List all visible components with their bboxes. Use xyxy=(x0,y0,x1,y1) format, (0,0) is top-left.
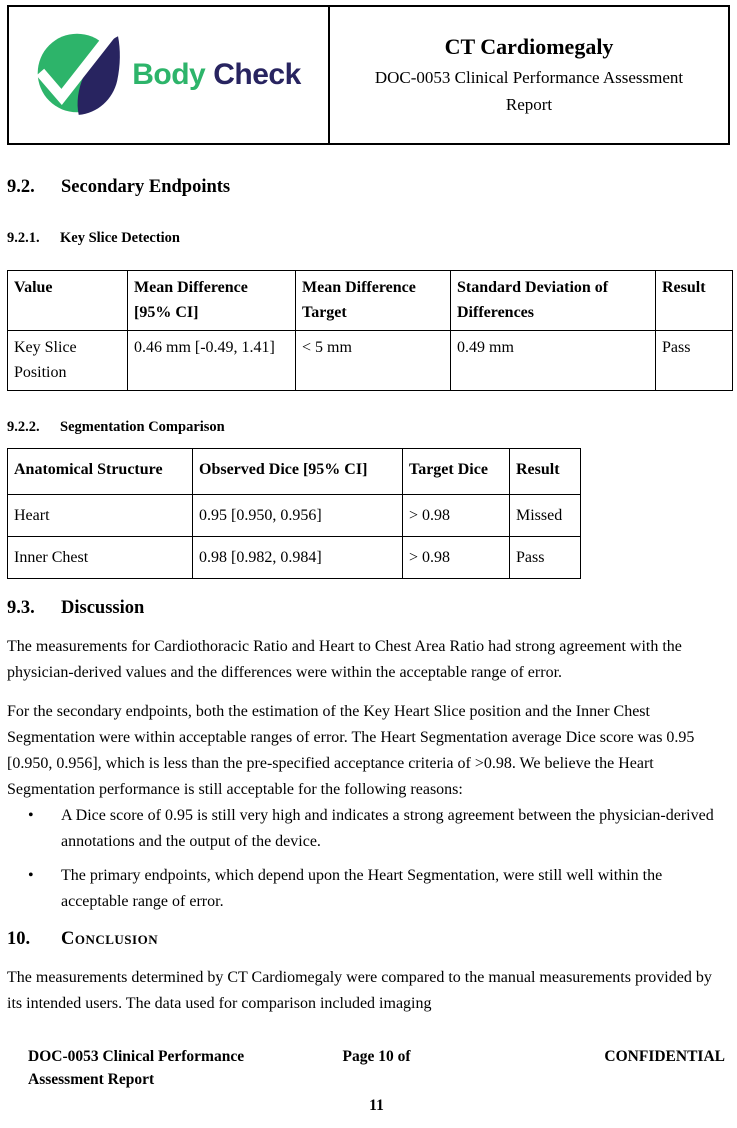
discussion-paragraph-2: For the secondary endpoints, both the estimation of the Key Heart Slice position and the Inner Chest Segmentation were within acceptable ranges of error. The Heart Segmentation average Dice score was 0.95 [0.950, 0.956], which is less than the pre-specified acceptance criteria of >0.98. We believe the Heart Segmentation performance is still acceptable for the following reasons: xyxy=(7,703,695,798)
subsection-number: 9.2.2. xyxy=(7,419,40,435)
report-header xyxy=(7,5,730,145)
subsection-title: Key Slice Detection xyxy=(60,230,180,246)
table-cell: Key Slice Position xyxy=(8,331,128,391)
subsection-heading-segmentation-comparison xyxy=(7,417,730,437)
key-slice-detection-table xyxy=(7,270,733,391)
section-heading-discussion xyxy=(7,596,730,621)
logo-word-check: Check xyxy=(213,58,301,91)
table-cell: > 0.98 xyxy=(403,537,510,579)
table-header-row xyxy=(8,449,581,495)
page-footer xyxy=(28,1045,725,1114)
column-header: Result xyxy=(510,449,581,495)
section-title: Conclusion xyxy=(61,929,159,949)
column-header: Target Dice xyxy=(403,449,510,495)
section-heading-secondary-endpoints xyxy=(7,175,730,200)
table-cell: 0.49 mm xyxy=(451,331,656,391)
subsection-heading-key-slice-detection xyxy=(7,228,730,248)
table-cell: > 0.98 xyxy=(403,495,510,537)
table-cell: < 5 mm xyxy=(296,331,451,391)
table-row xyxy=(8,537,581,579)
section-number: 10. xyxy=(7,929,31,949)
table-cell: Heart xyxy=(8,495,193,537)
conclusion-paragraph: The measurements determined by CT Cardiomegaly were compared to the manual measurements provided by its intended users. The data used for comparison included imaging xyxy=(7,969,712,1012)
logo-wordmark xyxy=(132,58,301,92)
column-header: Observed Dice [95% CI] xyxy=(193,449,403,495)
section-title: Discussion xyxy=(61,598,145,618)
table-cell: 0.46 mm [-0.49, 1.41] xyxy=(128,331,296,391)
column-header: Mean Difference [95% CI] xyxy=(128,271,296,331)
subsection-number: 9.2.1. xyxy=(7,230,40,246)
section-title: Secondary Endpoints xyxy=(61,177,231,197)
table-cell: Pass xyxy=(510,537,581,579)
discussion-paragraph-1: The measurements for Cardiothoracic Ratio and Heart to Chest Area Ratio had strong agreement with the physician-derived values and the differences were within the acceptable range of error. xyxy=(7,638,682,681)
section-number: 9.2. xyxy=(7,177,35,197)
table-cell: 0.95 [0.950, 0.956] xyxy=(193,495,403,537)
bullet-item: • A Dice score of 0.95 is still very high and indicates a strong agreement between the physician-derived annotations and the output of the device. xyxy=(7,803,730,855)
document-title: CT Cardiomegaly xyxy=(444,34,614,59)
table-row xyxy=(8,331,733,391)
table-cell: Inner Chest xyxy=(8,537,193,579)
document-subtitle: DOC-0053 Clinical Performance Assessment Report xyxy=(374,68,684,114)
column-header: Anatomical Structure xyxy=(8,449,193,495)
footer-doc-title: DOC-0053 Clinical Performance Assessment Report xyxy=(28,1048,245,1088)
footer-page-indicator xyxy=(28,1045,725,1117)
table-cell: Pass xyxy=(656,331,733,391)
section-heading-conclusion xyxy=(7,927,730,952)
table-row xyxy=(8,495,581,537)
logo-word-body: Body xyxy=(132,58,206,91)
table-cell: 0.98 [0.982, 0.984] xyxy=(193,537,403,579)
body-check-logo xyxy=(36,26,301,125)
subsection-title: Segmentation Comparison xyxy=(60,419,225,435)
footer-confidential-label: CONFIDENTIAL xyxy=(604,1048,725,1065)
footer-page-label: Page 10 of xyxy=(342,1048,411,1065)
title-cell xyxy=(330,7,728,143)
discussion-bullet-list xyxy=(7,803,730,915)
table-header-row xyxy=(8,271,733,331)
column-header: Value xyxy=(8,271,128,331)
column-header: Result xyxy=(656,271,733,331)
column-header: Mean Difference Target xyxy=(296,271,451,331)
bullet-item: • The primary endpoints, which depend upon the Heart Segmentation, were still well within the acceptable range of error. xyxy=(7,863,730,915)
logo-cell xyxy=(9,7,330,143)
table-cell: Missed xyxy=(510,495,581,537)
body-check-logo-icon xyxy=(36,26,130,125)
segmentation-comparison-table xyxy=(7,448,581,579)
footer-page-total: 11 xyxy=(369,1097,384,1114)
section-number: 9.3. xyxy=(7,598,35,618)
column-header: Standard Deviation of Differences xyxy=(451,271,656,331)
